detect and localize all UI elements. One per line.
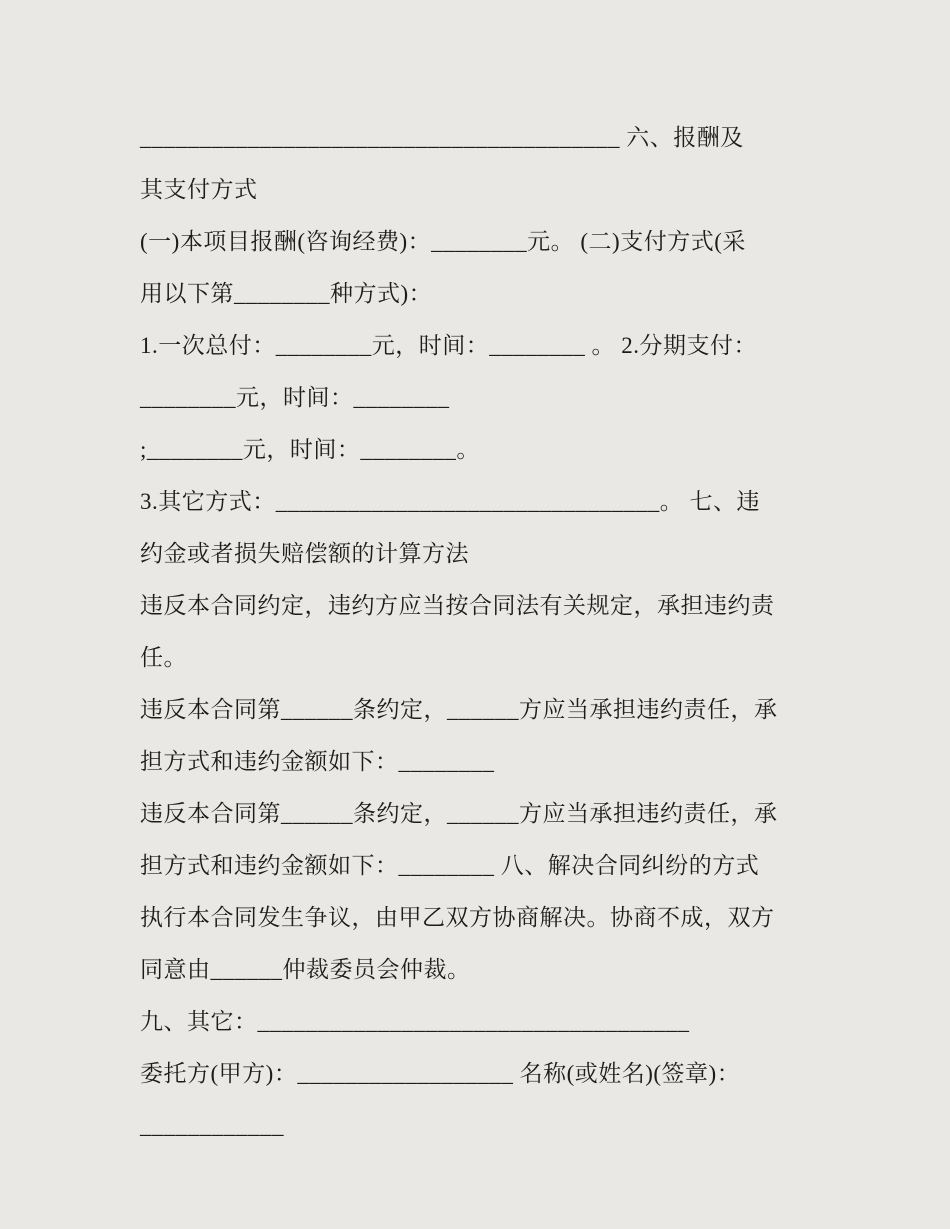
line-section7-title-cont: 约金或者损失赔偿额的计算方法 <box>140 541 469 566</box>
line-breach-general-cont: 任。 <box>140 645 187 670</box>
line-party-a-signature: 委托方(甲方)：__________________ 名称(或姓名)(签章)： <box>140 1061 741 1086</box>
line-section6-title-cont: 其支付方式 <box>140 177 258 202</box>
line-breach-clause-2: 违反本合同第______条约定，______方应当承担违约责任，承 <box>140 801 778 826</box>
line-installment-2: ;________元，时间：________。 <box>140 437 480 462</box>
line-breach-clause-1: 违反本合同第______条约定，______方应当承担违约责任，承 <box>140 697 778 722</box>
line-section6-title: ________________________________________ 六、报酬及 <box>140 125 744 150</box>
line-lump-sum: 1.一次总付：________元，时间：________ 。 2.分期支付： <box>140 333 757 358</box>
line-breach-general: 违反本合同约定，违约方应当按合同法有关规定，承担违约责 <box>140 593 775 618</box>
line-dispute-resolution: 执行本合同发生争议，由甲乙双方协商解决。协商不成，双方 <box>140 905 775 930</box>
line-reward-amount: (一)本项目报酬(咨询经费)：________元。 (二)支付方式(采 <box>140 229 746 254</box>
line-installment-1: ________元，时间：________ <box>140 385 450 410</box>
line-breach-clause-1-cont: 担方式和违约金额如下：________ <box>140 749 495 774</box>
line-arbitration: 同意由______仲裁委员会仲裁。 <box>140 957 471 982</box>
line-other-method-section7: 3.其它方式：________________________________。 七、违 <box>140 489 760 514</box>
line-payment-method-choice: 用以下第________种方式)： <box>140 281 433 306</box>
line-breach-clause-2-section8: 担方式和违约金额如下：________ 八、解决合同纠纷的方式 <box>140 853 760 878</box>
line-signature-blank: ____________ <box>140 1113 284 1138</box>
line-section9-other: 九、其它：____________________________________ <box>140 1009 690 1034</box>
